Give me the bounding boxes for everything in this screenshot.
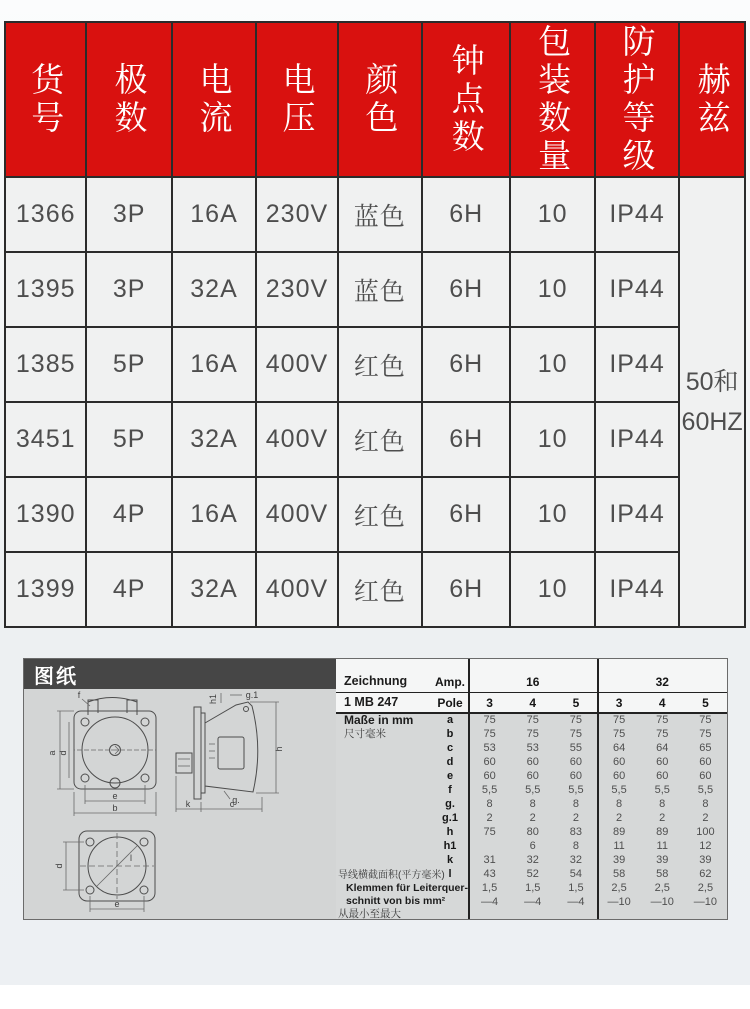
table-cell: IP44 xyxy=(596,478,678,551)
dim-value: 39 xyxy=(699,854,712,866)
dim-value: 11 xyxy=(656,840,668,852)
dim-value: 8 xyxy=(486,798,493,810)
dimension-table-panel xyxy=(336,659,727,919)
klemmen-label-2: schnitt von bis mm² xyxy=(346,895,446,907)
dim-value: —10 xyxy=(607,896,631,908)
dim-value: 75 xyxy=(612,714,626,726)
cutout-view-drawing xyxy=(54,831,155,912)
dim-value: 11 xyxy=(613,840,625,852)
dim-value: 60 xyxy=(699,770,712,782)
drawing-title-bar xyxy=(24,659,336,689)
table-cell: IP44 xyxy=(596,553,678,626)
dim-label-h1: h1 xyxy=(208,693,218,705)
table-cell: 400V xyxy=(257,553,336,626)
size-unit-label-cn: 尺寸毫米 xyxy=(344,728,386,740)
dim-value: 2 xyxy=(702,812,709,824)
header-clock-position xyxy=(423,23,509,176)
table-cell: 230V xyxy=(257,178,336,251)
side-view-drawing xyxy=(176,690,284,812)
dim-label-k: k xyxy=(185,799,191,809)
dim-letter: g. xyxy=(445,798,455,810)
dim-label-f: f xyxy=(77,690,81,700)
dimension-value-grid xyxy=(432,671,727,919)
dim-value: 1,5 xyxy=(481,882,498,894)
table-cell: 4P xyxy=(87,478,170,551)
table-cell: 6H xyxy=(423,178,509,251)
table-cell: 4P xyxy=(87,553,170,626)
table-cell: 3P xyxy=(87,253,170,326)
table-cell: 红色 xyxy=(339,328,421,401)
dim-value: 8 xyxy=(529,798,536,810)
dim-value: 39 xyxy=(612,854,626,866)
dim-letter: b xyxy=(446,728,454,740)
pole-label: Pole xyxy=(437,695,463,710)
product-spec-table xyxy=(4,21,746,628)
header-pack-qty xyxy=(511,23,593,176)
table-cell: 5P xyxy=(87,403,170,476)
pole-count: 3 xyxy=(486,695,493,710)
dim-value: 75 xyxy=(699,714,712,726)
table-cell: 红色 xyxy=(339,553,421,626)
table-cell: 230V xyxy=(257,253,336,326)
dim-value: 100 xyxy=(696,826,715,838)
pole-count: 5 xyxy=(572,695,580,710)
dim-value: 75 xyxy=(656,728,669,740)
table-cell: 1390 xyxy=(6,478,85,551)
table-cell: 3451 xyxy=(6,403,85,476)
table-cell: 6H xyxy=(423,553,509,626)
dim-value: 2 xyxy=(572,812,579,824)
header-ip-rating xyxy=(596,23,678,176)
dim-value: 80 xyxy=(526,826,539,838)
dim-value: 75 xyxy=(699,728,712,740)
table-cell: 10 xyxy=(511,178,593,251)
dim-label-g1: g.1 xyxy=(245,690,259,700)
pole-count: 3 xyxy=(615,695,623,710)
table-cell: 16A xyxy=(173,478,255,551)
dim-value: 52 xyxy=(526,868,539,880)
header-label: 电流 xyxy=(195,61,233,138)
dim-value: 1,5 xyxy=(525,882,541,894)
table-cell: IP44 xyxy=(596,253,678,326)
table-cell: 400V xyxy=(257,478,336,551)
table-cell: 蓝色 xyxy=(339,178,421,251)
dim-value: 2 xyxy=(616,812,623,824)
header-label: 颜色 xyxy=(361,61,399,138)
table-cell: IP44 xyxy=(596,403,678,476)
table-cell: 10 xyxy=(511,328,593,401)
table-cell: 6H xyxy=(423,253,509,326)
dim-value xyxy=(468,839,511,853)
dim-label-e2: e xyxy=(114,899,120,909)
dim-value: 32 xyxy=(569,854,583,866)
dim-value: 8 xyxy=(616,798,623,810)
dim-value: 8 xyxy=(659,798,666,810)
dim-value: 89 xyxy=(656,826,669,838)
dim-label-d: d xyxy=(58,750,68,756)
dim-label-h: h xyxy=(274,746,284,752)
dim-value: 75 xyxy=(526,728,539,740)
dim-value: —10 xyxy=(650,896,674,908)
dim-value: 5,5 xyxy=(611,784,627,796)
table-cell: 10 xyxy=(511,553,593,626)
amp-label: Amp. xyxy=(435,674,465,689)
table-cell: 10 xyxy=(511,478,593,551)
dim-label-l: l xyxy=(130,853,132,863)
table-cell: 1399 xyxy=(6,553,85,626)
dim-value: 60 xyxy=(569,756,583,768)
dim-label-g: g. xyxy=(232,795,240,805)
dim-value: 53 xyxy=(483,742,496,754)
header-current xyxy=(173,23,255,176)
dim-value: 60 xyxy=(526,756,539,768)
dim-letter: e xyxy=(446,770,454,782)
dim-value: —4 xyxy=(524,896,542,908)
dim-value: 2 xyxy=(659,812,666,824)
dim-value: 65 xyxy=(699,742,712,754)
dim-value: 60 xyxy=(612,770,626,782)
table-cell: 蓝色 xyxy=(339,253,421,326)
table-cell: 红色 xyxy=(339,403,421,476)
dim-value: 8 xyxy=(702,798,709,810)
amp-group-16: 16 xyxy=(526,674,540,689)
hertz-merged-cell xyxy=(680,178,744,626)
wire-area-label-cn: 导线横截面积(平方毫米) xyxy=(338,870,445,881)
table-cell: 10 xyxy=(511,253,593,326)
table-cell: 1366 xyxy=(6,178,85,251)
table-cell: 红色 xyxy=(339,478,421,551)
dim-value: 60 xyxy=(699,756,712,768)
table-cell: 400V xyxy=(257,403,336,476)
dim-value: —10 xyxy=(693,896,718,908)
dim-value: 55 xyxy=(569,742,583,754)
table-cell: 32A xyxy=(173,553,255,626)
dim-value: 2,5 xyxy=(611,882,627,894)
dim-letter: d xyxy=(446,756,454,768)
dim-value: —4 xyxy=(481,896,499,908)
zeichnung-label: Zeichnung xyxy=(344,674,408,688)
drawing-title: 图纸 xyxy=(34,665,78,688)
dim-value: 89 xyxy=(612,826,626,838)
dim-label-e: e xyxy=(112,791,118,801)
dim-letter: k xyxy=(446,854,454,866)
amp-group-32: 32 xyxy=(655,674,669,689)
dim-value: 12 xyxy=(699,840,712,852)
dim-value: 2 xyxy=(486,812,493,824)
dim-value: 2,5 xyxy=(654,882,670,894)
dim-value: 60 xyxy=(612,756,626,768)
dim-value: 43 xyxy=(483,868,496,880)
technical-drawing xyxy=(24,689,336,921)
dim-value: 31 xyxy=(483,854,496,866)
dim-value: 8 xyxy=(572,840,579,852)
klemmen-label-1: Klemmen für Leiterquer- xyxy=(346,882,468,894)
dim-letter: c xyxy=(446,742,454,754)
dim-value: 64 xyxy=(656,742,669,754)
table-cell: 32A xyxy=(173,253,255,326)
header-item-no xyxy=(6,23,85,176)
table-cell: 6H xyxy=(423,328,509,401)
pole-count: 4 xyxy=(658,695,666,710)
min-max-label-cn: 从最小至最大 xyxy=(338,908,401,919)
page-footer-strip xyxy=(0,985,750,1009)
dim-value: 83 xyxy=(569,826,583,838)
table-cell: 32A xyxy=(173,403,255,476)
dim-value: 2 xyxy=(529,812,536,824)
table-cell: 1395 xyxy=(6,253,85,326)
table-cell: 1385 xyxy=(6,328,85,401)
dim-value: —4 xyxy=(567,896,585,908)
dim-value: 5,5 xyxy=(525,784,541,796)
dim-value: 32 xyxy=(526,854,539,866)
header-label: 电压 xyxy=(278,61,316,138)
dim-value: 75 xyxy=(569,714,583,726)
dim-value: 58 xyxy=(612,868,626,880)
table-cell: 10 xyxy=(511,403,593,476)
header-hertz xyxy=(680,23,744,176)
dim-letter: l xyxy=(448,868,452,880)
table-cell: 400V xyxy=(257,328,336,401)
drawing-ref-label: 1 MB 247 xyxy=(344,695,399,709)
header-label: 包装数量 xyxy=(534,23,572,176)
dim-label-c: c xyxy=(229,799,235,809)
hertz-line-2: 60HZ xyxy=(681,408,743,436)
dim-value: 75 xyxy=(526,714,539,726)
dim-value: 5,5 xyxy=(481,784,498,796)
header-label: 防护等级 xyxy=(618,23,656,176)
dim-value: 60 xyxy=(656,756,669,768)
table-cell: 16A xyxy=(173,328,255,401)
header-label: 货号 xyxy=(27,61,65,138)
dim-value: 75 xyxy=(483,714,496,726)
dim-value: 5,5 xyxy=(568,784,584,796)
dim-value: 60 xyxy=(569,770,583,782)
dim-letter: f xyxy=(448,784,452,796)
table-cell: IP44 xyxy=(596,178,678,251)
dim-value: 60 xyxy=(656,770,669,782)
header-label: 极数 xyxy=(110,61,148,138)
dim-value: 60 xyxy=(526,770,539,782)
table-cell: 3P xyxy=(87,178,170,251)
table-cell: 6H xyxy=(423,403,509,476)
dim-value: 5,5 xyxy=(697,784,714,796)
table-cell: 5P xyxy=(87,328,170,401)
header-voltage xyxy=(257,23,336,176)
pole-count: 4 xyxy=(529,695,537,710)
header-label: 钟点数 xyxy=(447,42,485,157)
dim-value: 58 xyxy=(656,868,669,880)
dim-value: 1,5 xyxy=(568,882,584,894)
header-color xyxy=(339,23,421,176)
dim-value: 64 xyxy=(612,742,626,754)
dim-value: 75 xyxy=(656,714,669,726)
dim-value: 62 xyxy=(699,868,712,880)
front-view-drawing xyxy=(47,690,156,816)
dim-value: 54 xyxy=(569,868,583,880)
dim-value: 75 xyxy=(483,826,496,838)
size-unit-label: Maße in mm xyxy=(344,713,414,727)
dim-value: 6 xyxy=(529,840,536,852)
header-poles xyxy=(87,23,170,176)
header-label: 赫兹 xyxy=(693,61,731,138)
dim-letter: a xyxy=(446,714,454,726)
dim-letter: h xyxy=(446,826,454,838)
dim-value: 39 xyxy=(656,854,669,866)
pole-count: 5 xyxy=(702,695,709,710)
dim-value: 75 xyxy=(612,728,626,740)
dim-label-b: b xyxy=(112,803,118,813)
dim-value: 60 xyxy=(483,756,496,768)
table-cell: IP44 xyxy=(596,328,678,401)
dim-value: 75 xyxy=(569,728,583,740)
table-cell: 16A xyxy=(173,178,255,251)
dim-value: 75 xyxy=(483,728,496,740)
dim-value: 8 xyxy=(572,798,579,810)
dim-value: 53 xyxy=(526,742,539,754)
dim-value: 60 xyxy=(483,770,496,782)
drawing-panel xyxy=(24,659,336,919)
dim-value: 5,5 xyxy=(654,784,670,796)
hertz-line-1: 50和 xyxy=(685,368,739,396)
dim-label-a: a xyxy=(47,750,57,756)
dim-value: 2,5 xyxy=(697,882,714,894)
drawing-section xyxy=(23,658,728,920)
dim-letter: h1 xyxy=(443,840,457,852)
dim-label-d2: d xyxy=(54,863,64,869)
dim-letter: g.1 xyxy=(442,812,458,824)
table-cell: 6H xyxy=(423,478,509,551)
